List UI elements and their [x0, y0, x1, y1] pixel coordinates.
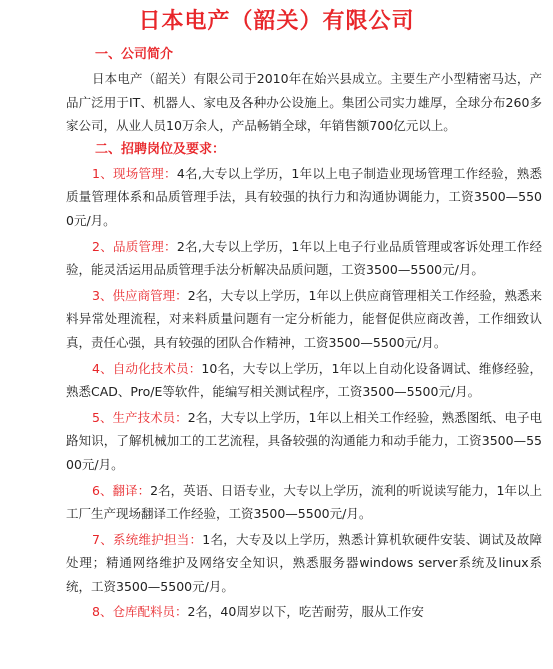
- job-title: 4、自动化技术员：: [92, 360, 202, 376]
- company-intro-paragraph: 日本电产（韶关）有限公司于2010年在始兴县成立。主要生产小型精密马达，产品广泛用于IT、机器人、家电及各种办公设施上。集团公司实力雄厚，全球分布260多家公司，从业人员10万余人，产品畅销全球，年销售额700亿元以上。: [66, 71, 542, 134]
- job-item: [66, 479, 542, 526]
- section-heading-recruitment: 二、招聘岗位及要求：: [95, 141, 226, 157]
- job-item: [66, 284, 542, 355]
- job-item: [66, 406, 542, 477]
- job-item: [66, 162, 542, 233]
- job-description: 10名，大专以上学历，1年以上自动化设备调试、维修经验，熟悉CAD、Pro/E等软件，能编写相关测试程序，工资3500—5500元/月。: [66, 360, 542, 400]
- job-item: [66, 357, 542, 404]
- job-item: [66, 235, 542, 282]
- job-title: 6、翻译：: [92, 482, 151, 498]
- section-heading-company-intro: 一、公司简介: [95, 47, 174, 62]
- job-description: 2名,大专以上学历，1年以上电子行业品质管理或客诉处理工作经验，能灵活运用品质管理手法分析解决品质问题，工资3500—5500元/月。: [66, 238, 542, 278]
- job-title: 7、系统维护担当：: [92, 531, 203, 547]
- job-description: 2名，40周岁以下，吃苦耐劳，服从工作安: [187, 604, 424, 620]
- job-description: 1名，大专及以上学历，熟悉计算机软硬件安装、调试及故障处理；精通网络维护及网络安全知识，熟悉服务器windows server系统及linux系统，工资3500—5500元/月。: [66, 531, 542, 594]
- job-title: 8、仓库配料员：: [92, 604, 188, 620]
- job-description: 4名,大专以上学历，1年以上电子制造业现场管理工作经验，熟悉质量管理体系和品质管理手法，具有较强的执行力和沟通协调能力，工资3500—5500元/月。: [66, 165, 542, 228]
- job-item: [66, 528, 542, 599]
- job-description: 2名，大专以上学历，1年以上供应商管理相关工作经验，熟悉来料异常处理流程，对来料质量问题有一定分析能力，能督促供应商改善，工作细致认真，责任心强，具有较强的团队合作精神，工资3500—5500元/月。: [66, 287, 542, 350]
- job-title: 5、生产技术员：: [92, 409, 188, 425]
- job-title: 3、供应商管理：: [92, 287, 188, 303]
- job-description: 2名，英语、日语专业，大专以上学历，流利的听说读写能力，1年以上工厂生产现场翻译工作经验，工资3500—5500元/月。: [66, 482, 542, 522]
- document-title: 日本电产（韶关）有限公司: [138, 9, 415, 34]
- job-item: [66, 600, 542, 624]
- job-title: 2、品质管理：: [92, 238, 177, 254]
- job-title: 1、现场管理：: [92, 165, 177, 181]
- job-description: 2名，大专以上学历，1年以上相关工作经验，熟悉图纸、电子电路知识，了解机械加工的工艺流程，具备较强的沟通能力和动手能力，工资3500—5500元/月。: [66, 409, 542, 472]
- document-body: [66, 44, 542, 624]
